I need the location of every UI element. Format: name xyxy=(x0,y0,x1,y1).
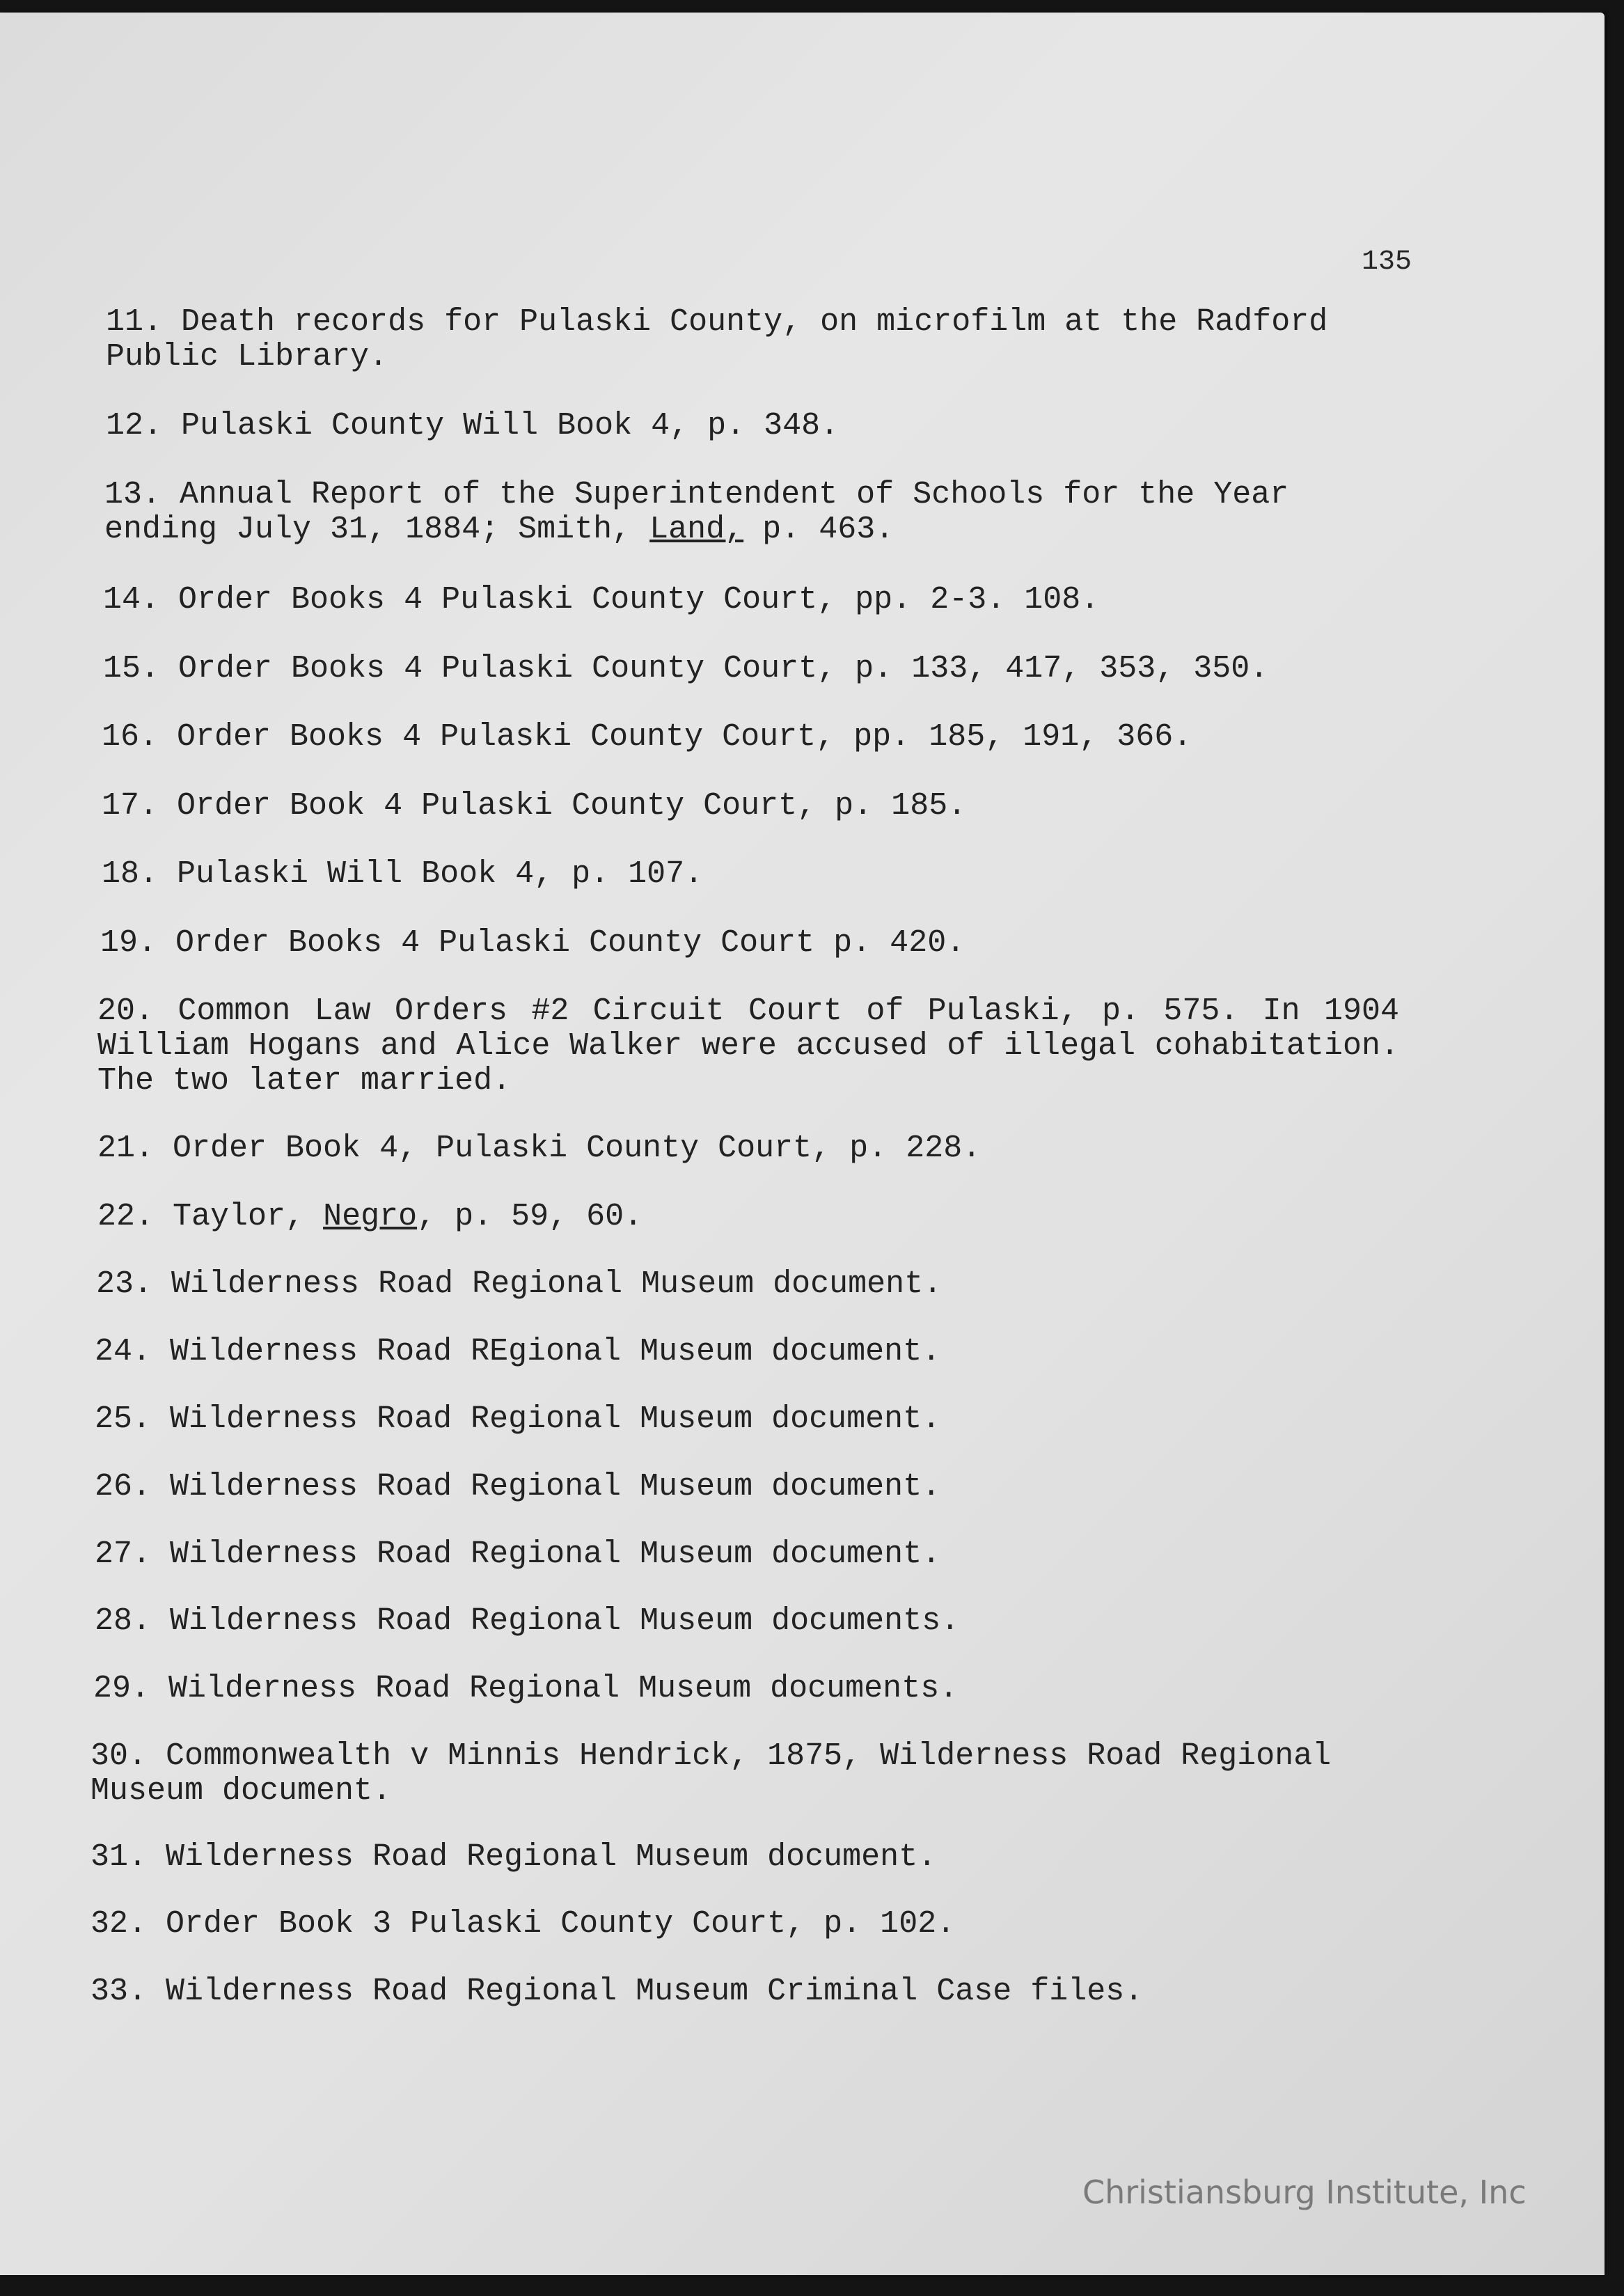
endnote-27: 27. Wilderness Road Regional Museum document. xyxy=(95,1536,941,1572)
endnote-16: 16. Order Books 4 Pulaski County Court, pp. 185, 191, 366. xyxy=(102,719,1192,755)
endnote-text: 22. Taylor, xyxy=(97,1199,324,1234)
watermark: Christiansburg Institute, Inc xyxy=(1082,2173,1527,2211)
endnote-29: 29. Wilderness Road Regional Museum documents. xyxy=(93,1671,959,1706)
endnote-11 xyxy=(106,305,1327,375)
endnote-15: 15. Order Books 4 Pulaski County Court, p. 133, 417, 353, 350. xyxy=(103,651,1269,686)
underlined-title: Land, xyxy=(649,512,744,547)
endnote-31: 31. Wilderness Road Regional Museum document. xyxy=(90,1839,937,1875)
endnote-20: 20. Common Law Orders #2 Circuit Court of Pulaski, p. 575. In 1904 William Hogans and Alice Walker were accused of illegal cohabitation. The two later married. xyxy=(97,993,1399,1099)
document-page xyxy=(0,13,1605,2275)
endnote-line xyxy=(104,512,1288,547)
endnote-line: Public Library. xyxy=(106,339,388,375)
endnote-18: 18. Pulaski Will Book 4, p. 107. xyxy=(102,856,704,892)
endnote-line: 11. Death records for Pulaski County, on microfilm at the Radford xyxy=(106,304,1328,340)
endnote-text: , p. 59, 60. xyxy=(417,1199,643,1234)
endnote-12: 12. Pulaski County Will Book 4, p. 348. xyxy=(106,408,839,443)
endnote-24: 24. Wilderness Road REgional Museum document. xyxy=(95,1334,941,1369)
endnote-23: 23. Wilderness Road Regional Museum document. xyxy=(96,1266,943,1302)
endnote-13 xyxy=(104,478,1288,547)
endnote-33: 33. Wilderness Road Regional Museum Criminal Case files. xyxy=(90,1974,1144,2009)
endnote-14: 14. Order Books 4 Pulaski County Court, pp. 2-3. 108. xyxy=(103,582,1100,618)
endnote-line: Museum document. xyxy=(90,1773,392,1809)
endnote-19: 19. Order Books 4 Pulaski County Court p. 420. xyxy=(100,925,965,961)
endnote-30 xyxy=(90,1739,1331,1809)
endnote-21: 21. Order Book 4, Pulaski County Court, p. 228. xyxy=(97,1131,982,1166)
endnote-32: 32. Order Book 3 Pulaski County Court, p. 102. xyxy=(90,1906,956,1942)
underlined-title: Negro xyxy=(323,1199,418,1234)
endnote-line: 30. Commonwealth v Minnis Hendrick, 1875, Wilderness Road Regional xyxy=(90,1738,1332,1774)
endnote-25: 25. Wilderness Road Regional Museum document. xyxy=(95,1401,941,1437)
endnote-text: ending July 31, 1884; Smith, xyxy=(104,512,650,547)
endnote-22 xyxy=(97,1200,642,1234)
endnote-28: 28. Wilderness Road Regional Museum documents. xyxy=(95,1603,960,1639)
endnote-line: 13. Annual Report of the Superintendent of Schools for the Year xyxy=(104,477,1289,512)
endnotes-list xyxy=(0,13,1605,2275)
page-number: 135 xyxy=(1362,246,1412,278)
endnote-text: p. 463. xyxy=(743,512,894,547)
endnote-17: 17. Order Book 4 Pulaski County Court, p. 185. xyxy=(102,788,967,824)
endnote-26: 26. Wilderness Road Regional Museum document. xyxy=(95,1469,941,1504)
